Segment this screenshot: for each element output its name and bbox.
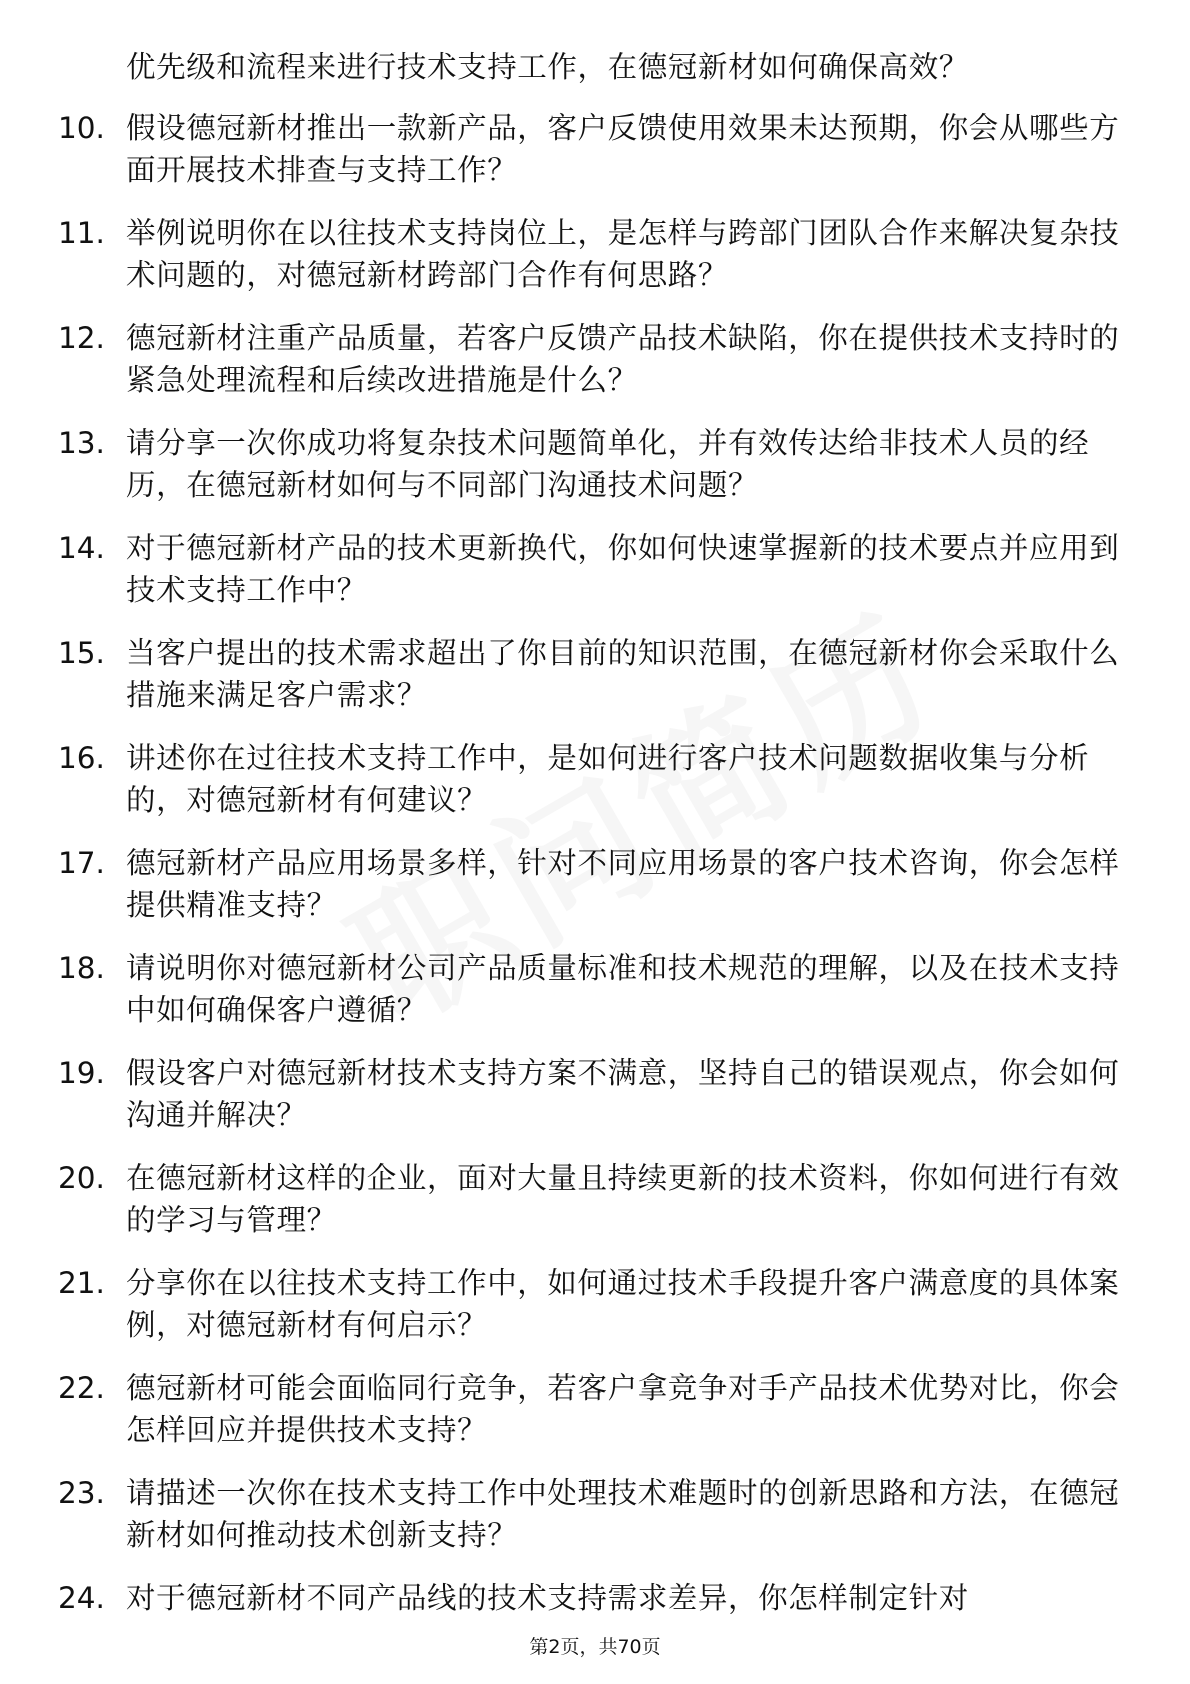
- question-item: [58, 842, 1138, 926]
- question-number: 18.: [58, 951, 105, 985]
- question-text: 讲述你在过往技术支持工作中，是如何进行客户技术问题数据收集与分析的，对德冠新材有何建议？: [126, 741, 1090, 817]
- question-item: [58, 1262, 1138, 1346]
- question-list: [58, 46, 1138, 1640]
- question-number: 23.: [58, 1476, 105, 1510]
- question-number: 12.: [58, 321, 105, 355]
- question-item: [58, 317, 1138, 401]
- question-text: 请分享一次你成功将复杂技术问题简单化，并有效传达给非技术人员的经历，在德冠新材如何与不同部门沟通技术问题？: [126, 426, 1090, 502]
- question-item: [58, 46, 1138, 88]
- page-footer: 第2页，共70页: [529, 1636, 661, 1658]
- question-text: 假设德冠新材推出一款新产品，客户反馈使用效果未达预期，你会从哪些方面开展技术排查与支持工作？: [126, 111, 1120, 187]
- question-item: [58, 1157, 1138, 1241]
- question-text: 德冠新材可能会面临同行竞争，若客户拿竞争对手产品技术优势对比，你会怎样回应并提供技术支持？: [126, 1371, 1120, 1447]
- question-text: 请描述一次你在技术支持工作中处理技术难题时的创新思路和方法，在德冠新材如何推动技术创新支持？: [126, 1476, 1120, 1552]
- question-item: [58, 212, 1138, 296]
- question-number: 10.: [58, 111, 105, 145]
- question-text: 德冠新材注重产品质量，若客户反馈产品技术缺陷，你在提供技术支持时的紧急处理流程和后续改进措施是什么？: [126, 321, 1120, 397]
- question-item: [58, 737, 1138, 821]
- question-text: 优先级和流程来进行技术支持工作，在德冠新材如何确保高效？: [126, 50, 969, 84]
- question-number: 13.: [58, 426, 105, 460]
- question-text: 德冠新材产品应用场景多样，针对不同应用场景的客户技术咨询，你会怎样提供精准支持？: [126, 846, 1120, 922]
- question-item: [58, 1052, 1138, 1136]
- question-item: [58, 1472, 1138, 1556]
- question-item: [58, 632, 1138, 716]
- question-item: [58, 1577, 1138, 1619]
- question-number: 21.: [58, 1266, 105, 1300]
- question-number: 17.: [58, 846, 105, 880]
- question-item: [58, 107, 1138, 191]
- question-text: 举例说明你在以往技术支持岗位上，是怎样与跨部门团队合作来解决复杂技术问题的，对德冠新材跨部门合作有何思路？: [126, 216, 1120, 292]
- question-text: 当客户提出的技术需求超出了你目前的知识范围，在德冠新材你会采取什么措施来满足客户需求？: [126, 636, 1120, 712]
- question-item: [58, 422, 1138, 506]
- question-number: 15.: [58, 636, 105, 670]
- question-text: 请说明你对德冠新材公司产品质量标准和技术规范的理解，以及在技术支持中如何确保客户遵循？: [126, 951, 1120, 1027]
- question-number: 19.: [58, 1056, 105, 1090]
- question-item: [58, 947, 1138, 1031]
- question-number: 22.: [58, 1371, 105, 1405]
- question-text: 对于德冠新材产品的技术更新换代，你如何快速掌握新的技术要点并应用到技术支持工作中？: [126, 531, 1120, 607]
- question-text: 假设客户对德冠新材技术支持方案不满意，坚持自己的错误观点，你会如何沟通并解决？: [126, 1056, 1120, 1132]
- question-item: [58, 527, 1138, 611]
- question-text: 在德冠新材这样的企业，面对大量且持续更新的技术资料，你如何进行有效的学习与管理？: [126, 1161, 1120, 1237]
- question-text: 分享你在以往技术支持工作中，如何通过技术手段提升客户满意度的具体案例，对德冠新材有何启示？: [126, 1266, 1120, 1342]
- question-number: 24.: [58, 1581, 105, 1615]
- question-number: 16.: [58, 741, 105, 775]
- question-number: 20.: [58, 1161, 105, 1195]
- question-item: [58, 1367, 1138, 1451]
- question-number: 11.: [58, 216, 105, 250]
- question-number: 14.: [58, 531, 105, 565]
- question-text: 对于德冠新材不同产品线的技术支持需求差异，你怎样制定针对: [126, 1581, 969, 1615]
